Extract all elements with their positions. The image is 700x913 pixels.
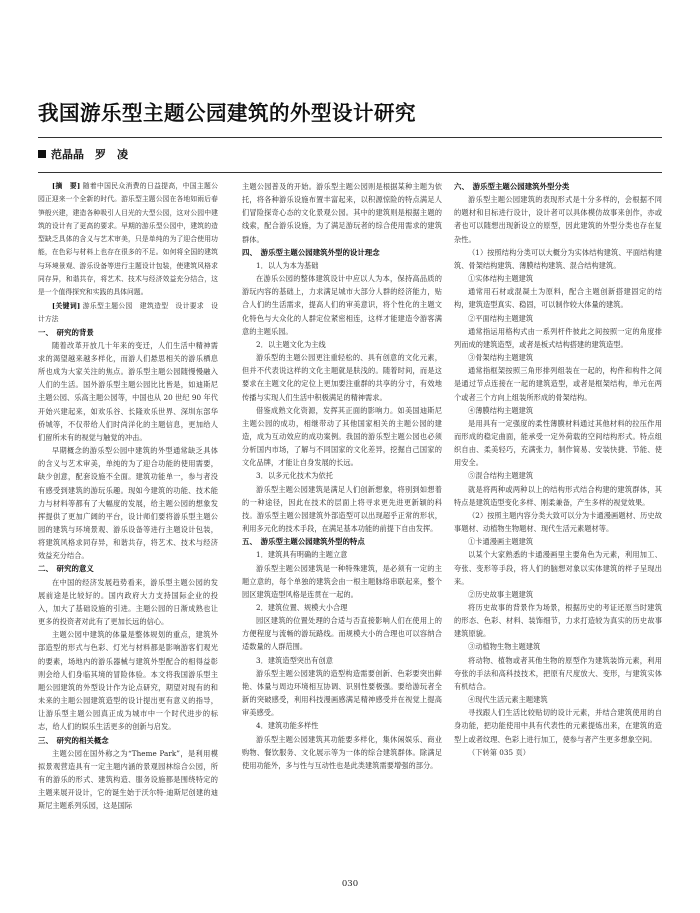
paragraph: 游乐型主题公园建筑是一种特殊建筑，是必须有一定的主题立意的，每个单独的建筑会由一根主题脉络串联起来，整个园区建筑造型风格是连贯在一起的。	[242, 563, 442, 599]
paragraph: 寻找跟人们生活比较贴切的设计元素，并结合建筑使用的自身功能，把功能使用中具有代表性的元素提炼出来，在建筑的造型上或者纹理、色彩上进行加工，使参与者产生更多想象空间。	[454, 708, 662, 744]
paragraph: 就是将两种或两种以上的结构形式结合构建的建筑群体，其特点是建筑造型变化多样、刚柔兼备，产生多样的视觉效果。	[454, 484, 662, 507]
article-title: 我国游乐型主题公园建筑的外型设计研究	[38, 101, 416, 125]
paragraph: 借鉴成熟文化资源，发挥其正面的影响力。如美国迪斯尼主题公园的成功，相继带动了其他国家相关的主题公园的建造，成为互动效应的成功案例。我国的游乐型主题公园也必须分析国内市场，了解与不同国家的文化差异，挖掘自己国家的文化品牌，才能让自身发展的长远。	[242, 405, 442, 468]
section-heading: 二、 研究的意义	[38, 564, 94, 574]
paragraph: 游乐型主题公园建筑其功能要多样化，集休闲娱乐、商业购物、餐饮服务、文化展示等为一体的综合建筑群体。除满足使用功能外，多与性与互动性也是此类建筑需要增强的部分。	[242, 734, 442, 770]
paragraph: ④薄膜结构主题建筑	[468, 405, 534, 415]
section-heading: 四、 游乐型主题公园建筑外型的设计理念	[242, 247, 380, 257]
paragraph: 主题公园在国外称之为“Theme Park”，是利用模拟景观营造具有一定主题内涵的景观园林综合公园，所有的游乐的形式、建筑构造、服务设施都是围绕特定的主题来展开设计，它的诞生始于沃尔特·迪斯尼创建的迪斯尼主题系列乐园，这是国际	[38, 748, 218, 811]
paragraph: ②历史故事主题建筑	[468, 589, 534, 599]
continued-note: （下转第 035 页）	[468, 747, 530, 757]
paragraph: 将历史故事的背景作为场景，根据历史的考证还原当时建筑的形态、色彩、材料、装饰细节，力求打造较为真实的历史故事建筑原貌。	[454, 603, 662, 639]
paragraph: 以某个大家熟悉的卡通漫画里主要角色为元素，利用加工、夸张、变形等手段，将人们的脑想对象以实体建筑的样子呈现出来。	[454, 550, 662, 586]
paragraph: ②平面结构主题建筑	[468, 313, 534, 323]
paragraph: ⑤混合结构主题建筑	[468, 471, 534, 481]
paragraph: 3．以多元化技术为依托	[256, 471, 333, 481]
paragraph: 在游乐公园的整体建筑设计中应以人为本，保持高品质的游玩内容的基础上，力求满足城市大部分人群的经济能力，贴合人们的生活需求，提高人们的审美意识，将个性化的主题文化特色与大众化的人群定位紧密相连，这样才能建造令游客满意的主题乐园。	[242, 274, 442, 336]
paragraph: 4．建筑功能多样性	[256, 721, 319, 731]
header-rule	[38, 172, 662, 173]
paragraph: 1．以人为本为基础	[256, 260, 319, 270]
paragraph: 通常指运用格构式由一系列杆件彼此之间按照一定的角度排列而成的建筑造型，或者是板式结构搭建的建筑造型。	[454, 326, 662, 349]
paragraph: 2．以主题文化为主线	[256, 339, 326, 349]
paragraph: 主题公园中建筑的体量是整体规划的重点，建筑外部造型的形式与色彩、灯光与材料都是影响游客们观光的要素，场地内的游乐器械与建筑外型配合的相得益彰则会给人们身临其境的冒险体验。本文将我国游乐型主题公园建筑的外型设计作为论点研究，期望对现有的和未来的主题公园建筑造型的设计提出更有意义的指导，让游乐型主题公园真正成为城市中一个时代进步的标志，给人们的娱乐生活更多的创新与启发。	[38, 630, 218, 732]
paragraph: 通常用石材或混凝土为原料，配合主题创新搭建固定的结构，建筑造型真实、稳固，可以制作较大体量的建筑。	[454, 287, 662, 310]
paragraph: 3．建筑造型突出有创意	[256, 655, 333, 665]
section-heading: 五、 游乐型主题公园建筑外型的特点	[242, 537, 365, 547]
paragraph: ③动植物生物主题建筑	[468, 642, 541, 652]
abstract-text: 随着中国民众消费的日益提高，中国主题公园正迎来一个全新的时代。游乐型主题公园在各地如雨后春笋般兴建，建造各种吸引人目光的大型公园，这对公园中建筑的设计有了更高的要求。早期的游乐型公园中，建筑的造型缺乏具体的含义与艺术审美，只是单纯的为了迎合使用功能，在色彩与材料上也存在很多的不足。如何将全国的建筑与环境景观、游乐设备等进行主题设计包装，使建筑风格求同存异，和谐共存，将艺术、技术与经济效益充分结合，这是一个值得探究和实践的具体问题。	[38, 182, 218, 297]
square-bullet-icon	[38, 150, 46, 158]
section-heading: 六、 游乐型主题公园建筑外型分类	[454, 182, 570, 191]
authors-line	[38, 146, 128, 162]
authors: 范晶晶 罗 凌	[51, 148, 128, 161]
paragraph: 游乐型主题公园建筑是满足人们创新想象，将别到如想着的一种途径，因此在技术的层面上将寻求更先进更新颖的科技。游乐型主题公园建筑外部造型可以出现超乎正常的形状，利用多元化的技术手段，在满足基本功能的前提下自由发挥。	[242, 484, 442, 534]
title-rule	[38, 137, 662, 138]
paragraph: ①实体结构主题建筑	[468, 274, 534, 284]
paragraph: 在中国的经济发展趋势看来，游乐型主题公园的发展前途是比较好的。国内政府大力支持国际企业的投入，加大了基础设施的引进。主题公园的日渐成熟也让更多的投资者对此有了更加长远的信心。	[38, 577, 218, 627]
abstract	[38, 180, 218, 300]
paragraph: ①卡通漫画主题建筑	[468, 537, 534, 547]
column-1	[38, 180, 218, 812]
paragraph: 主题公园普及的开始。游乐型主题公园则是根据某种主题为依托，将各种游乐设施布置丰富起来，以积源惊险的特点满足人们冒险探奇心态的文化景观公园。其中的建筑则是根据主题的线索，配合游乐设施，为了满足游玩者的综合使用需求的建筑群体。	[242, 182, 442, 244]
paragraph: 游乐型主题公园建筑的造型构造需要创新、色彩要突出鲜艳、体量与周边环境相互协调、识别性要极强。要给游玩者全新的突破感受，利用科技漫画感满足精神感受并在视觉上提高审美感受。	[242, 668, 442, 718]
paragraph: 早期概念的游乐型公园中建筑的外型通常缺乏具体的含义与艺术审美，单纯的为了迎合功能的使用需要，缺少创意，配套设施不全面。建筑功能单一，参与者没有感受到建筑的游玩乐趣。现如今建筑的功能、技术能力与材料等都有了大幅度的发展，给主题公园的想象发挥提供了更加广阔的平台，设计师们要将游乐型主题公园的建筑与环境景观、游乐设备等进行主题设计包装，将建筑风格求同存异，和谐共存，将艺术、技术与经济效益充分结合。	[38, 446, 218, 561]
paragraph: 2．建筑位置、规模大小合理	[256, 603, 348, 612]
paragraph: （1）按照结构分类可以大概分为实体结构建筑、平面结构建筑、骨架结构建筑、薄膜结构建筑、混合结构建筑。	[454, 247, 662, 270]
paragraph: 将动物、植物或者其他生物的原型作为建筑装饰元素，利用夸张的手法和高科技技术，把原有尺度放大、变形，与建筑实体有机结合。	[454, 655, 662, 691]
column-2	[242, 180, 442, 772]
column-3	[454, 180, 662, 759]
column-1-body	[38, 326, 218, 813]
paragraph: 游乐型的主题公园更注重轻松的、具有创意的文化元素，但并不代表说这样的文化主题就是肤浅的。随着时间，而是这要求在主题文化的定位上更加要注重群的共享的分寸，有效地传播与实现人们生活中积极满足的精神需求。	[242, 353, 442, 402]
section-heading: 一、 研究的背景	[38, 327, 94, 337]
paragraph: ③骨架结构主题建筑	[468, 353, 534, 363]
abstract-label: [摘 要]	[52, 182, 81, 190]
section-heading: 三、 研究的相关概念	[38, 735, 109, 745]
keywords	[38, 300, 218, 326]
keywords-label: [关键词]	[52, 301, 81, 310]
paragraph: 随着改革开放几十年来的变迁，人们生活中精神需求的渴望越来越多样化，而游人们悬思相关的游乐栖息所也成为大家关注的焦点。游乐型主题公园随慢慢融入人们的生活。国外游乐型主题公园比比皆是，如迪斯尼主题公园、乐高主题公园等，中国也从 20 世纪 90 年代开始兴建起来，如欢乐谷、长隆欢乐世界、深圳东部华侨城等，不仅带给人们时尚洋化的主题信息，更加给人们留所未有的视觉与触觉的冲击。	[38, 340, 218, 442]
paragraph: 园区建筑的位置处理的合适与否直接影响人们在使用上的方便程度与流畅的游玩路线。而规模大小的合理也可以容纳合适数量的人群范围。	[242, 616, 442, 652]
paragraph: ④现代生活元素主题建筑	[468, 695, 548, 705]
paragraph: 通常指框架按照三角形排列组装在一起的，构件和构件之间是通过节点连接在一起的建筑造型，或者是框架结构，单元在两个或者三个方向上组装所形成的骨架结构。	[454, 366, 662, 402]
paragraph: 1．建筑具有明确的主题立意	[256, 550, 348, 560]
paragraph: （2）按照主题内容分类大致可以分为卡通漫画题材、历史故事题材、动植物生物题材、现代生活元素题材等。	[454, 510, 662, 534]
paragraph: 是用具有一定强度的柔性薄膜材料通过其他材料的拉压作用而形成的稳定曲面，能承受一定外荷载的空间结构形式。特点组织自由、柔美轻巧，充满张力，制作简易、安装快捷、节能、使用安全。	[454, 418, 662, 468]
page-number: 030	[341, 879, 359, 889]
paragraph: 游乐型主题公园建筑的表现形式是十分多样的，会根据不同的题材和目标进行设计，设计者可以具体模仿故事来创作，亦或者也可以随想出现新设立的原型，因此建筑的外型分类也存在复杂性。	[454, 195, 662, 244]
keywords-text: 游乐型主题公园 建筑造型 设计要求 设计方法	[38, 301, 218, 323]
